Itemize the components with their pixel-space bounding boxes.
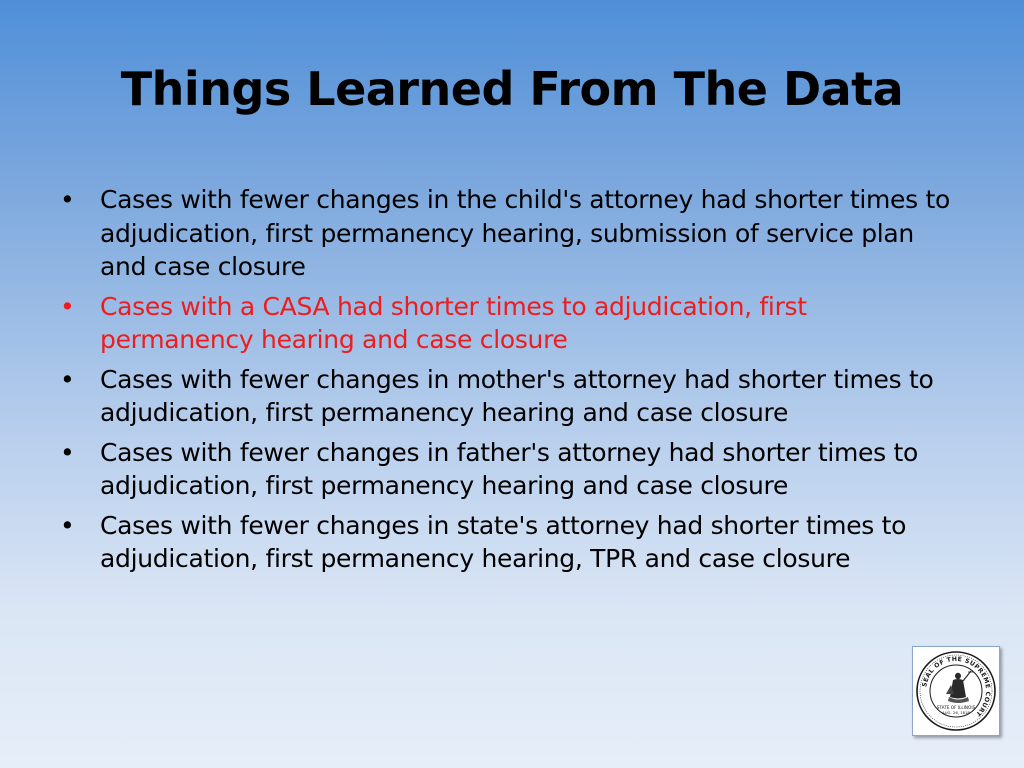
bullet-item <box>58 363 958 430</box>
bullet-text: Cases with fewer changes in state's attorney had shorter times to adjudication, first permanency hearing, TPR and case closure <box>100 510 907 573</box>
bullet-marker: • <box>60 510 75 540</box>
slide-title: Things Learned From The Data <box>120 62 904 116</box>
state-seal-icon <box>913 647 999 735</box>
bullet-text: Cases with fewer changes in the child's attorney had shorter times to adjudication, first permanency hearing, submission of service plan and case closure <box>100 185 950 281</box>
bullet-item <box>58 509 958 576</box>
bullet-list <box>58 183 958 582</box>
bullet-text: Cases with fewer changes in father's attorney had shorter times to adjudication, first permanency hearing and case closure <box>100 437 918 500</box>
bullet-marker: • <box>60 364 75 394</box>
bullet-marker: • <box>60 437 75 467</box>
seal-inner-text-1: STATE OF ILLINOIS <box>936 705 976 710</box>
bullet-item <box>58 436 958 503</box>
bullet-marker: • <box>60 185 75 214</box>
seal-ring-text: SEAL OF THE SUPREME COURT <box>921 655 992 718</box>
bullet-text: Cases with a CASA had shorter times to adjudication, first permanency hearing and case closure <box>100 291 807 354</box>
bullet-item <box>58 290 958 357</box>
seal-image <box>912 646 1000 736</box>
bullet-item <box>58 183 958 284</box>
bullet-marker: • <box>60 291 75 321</box>
seal-inner-text-2: AUG. 26, 1818 <box>942 710 970 715</box>
bullet-text: Cases with fewer changes in mother's attorney had shorter times to adjudication, first permanency hearing and case closure <box>100 364 934 427</box>
